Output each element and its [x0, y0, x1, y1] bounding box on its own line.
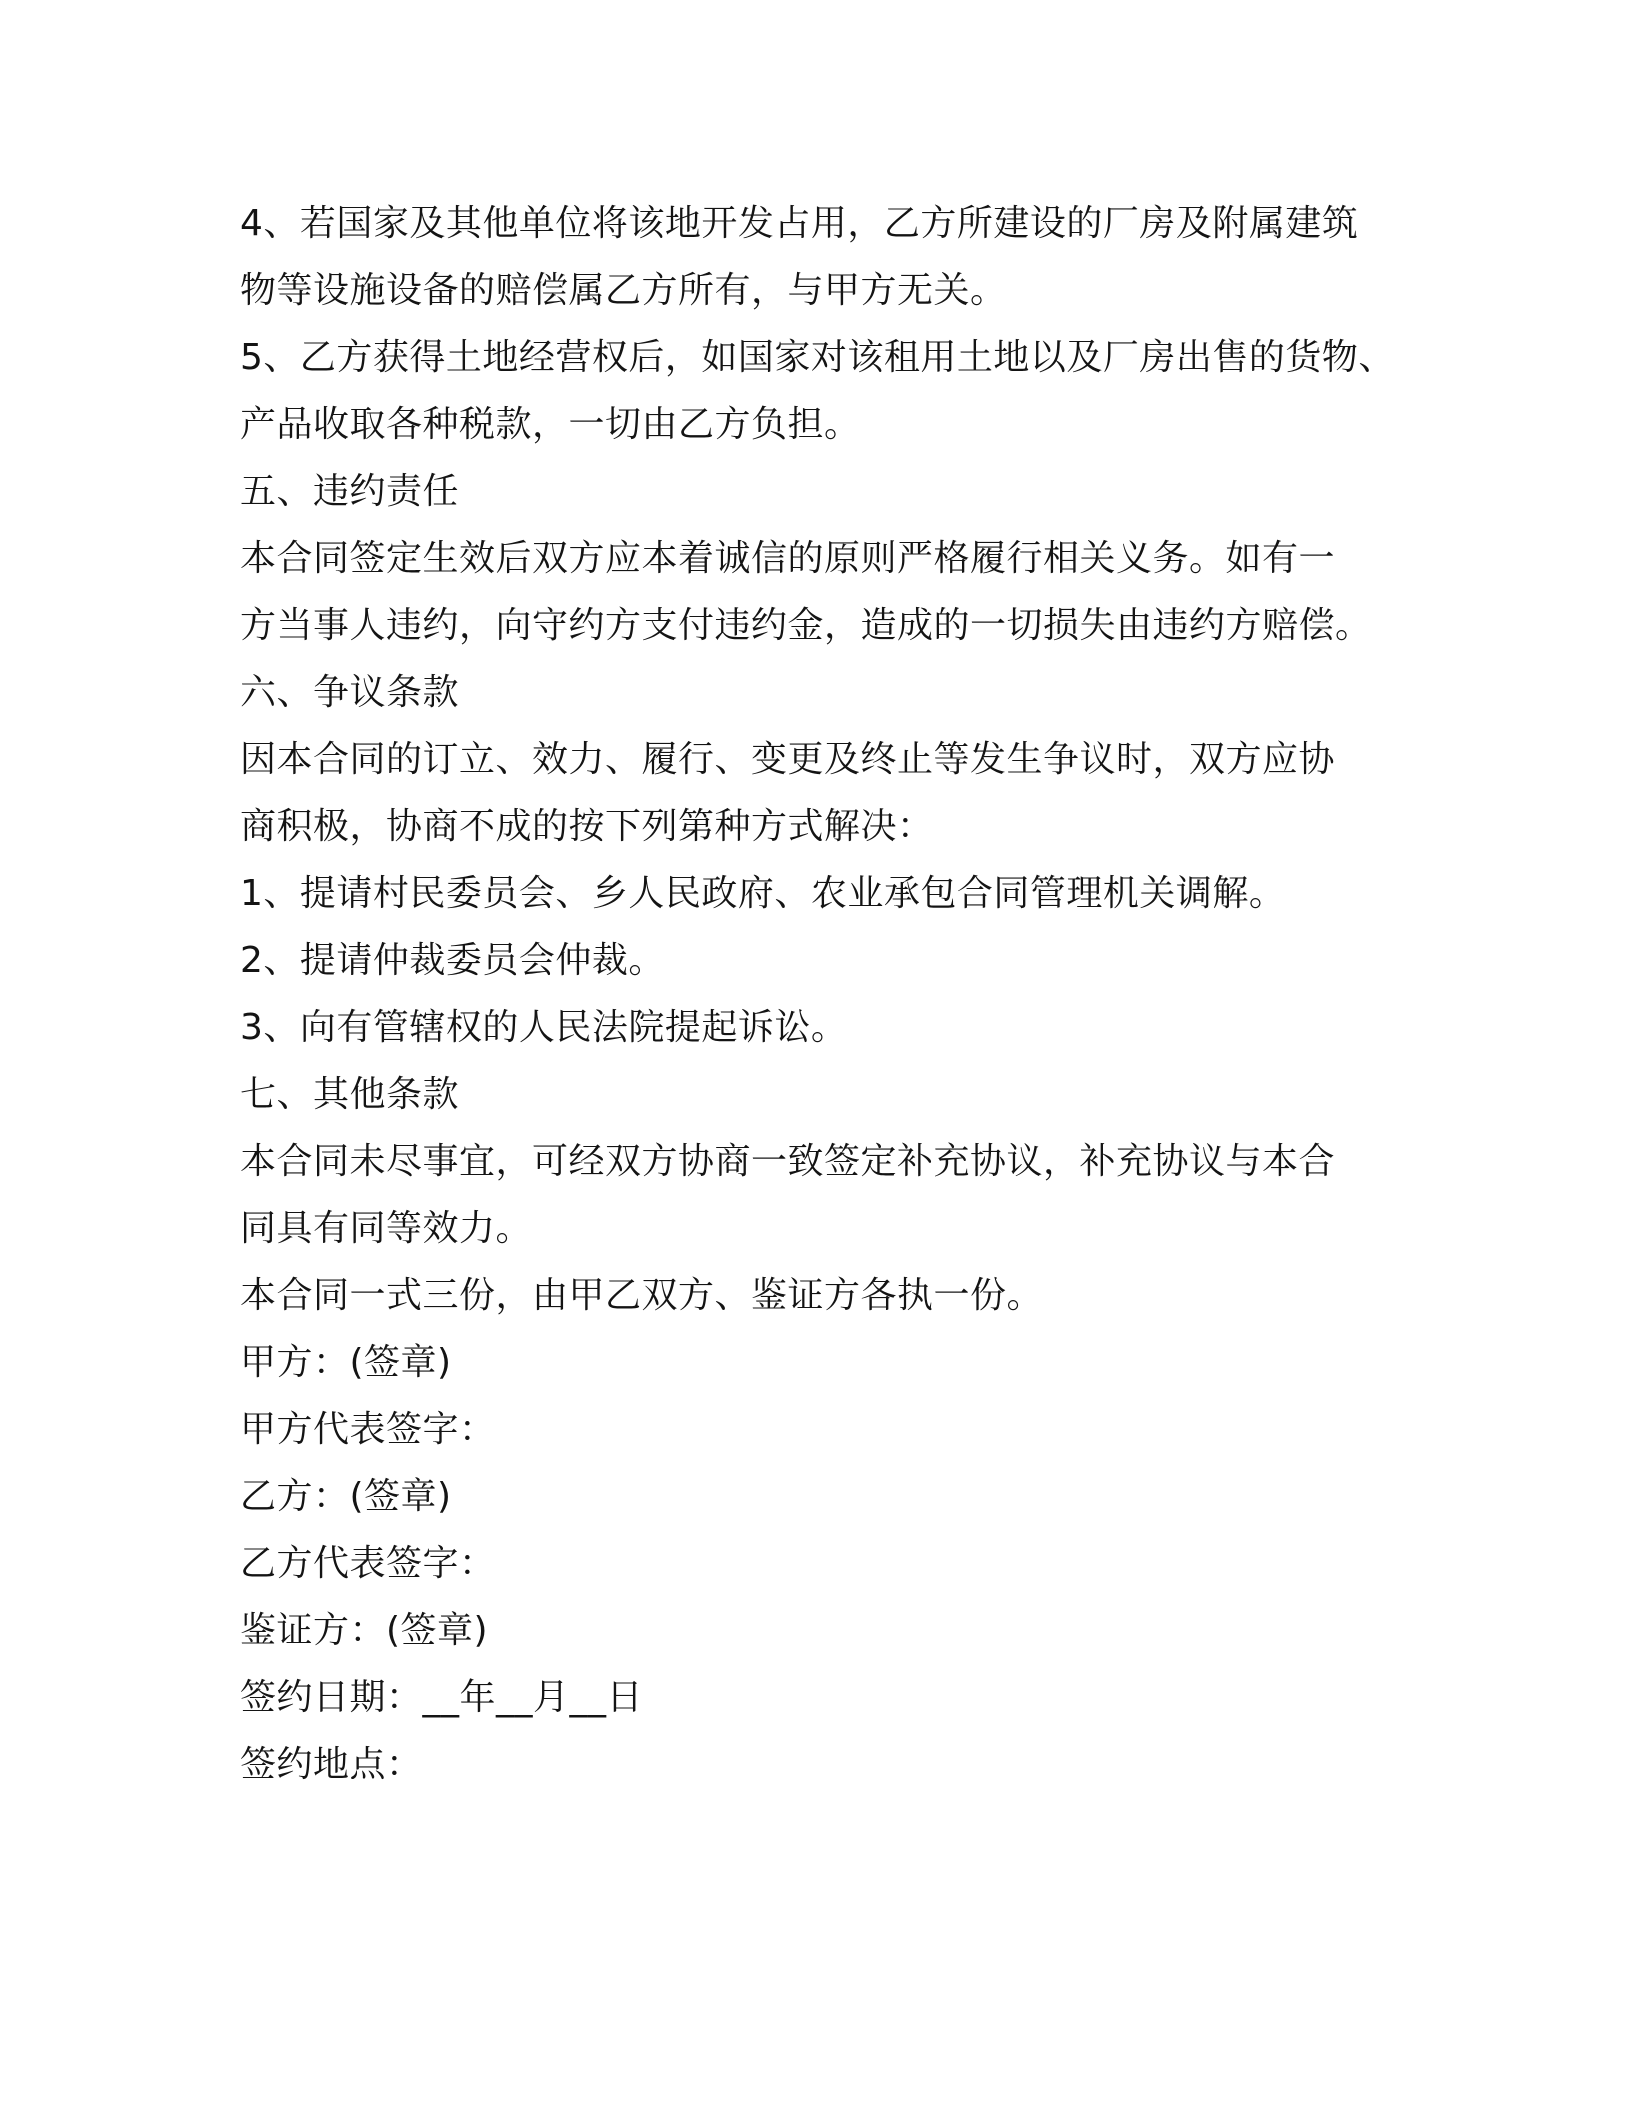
section-heading-other: 七、其他条款 — [240, 1074, 460, 1115]
dispute-option-3: 3、向有管辖权的人民法院提起诉讼。 — [240, 1007, 848, 1048]
dispute-option-2: 2、提请仲裁委员会仲裁。 — [240, 940, 665, 981]
breach-text-line-1: 本合同签定生效后双方应本着诚信的原则严格履行相关义务。如有一 — [240, 538, 1336, 579]
party-a-seal: 甲方：(签章) — [240, 1342, 452, 1383]
party-a-representative-signature: 甲方代表签字： — [240, 1409, 496, 1450]
clause-5-line-1: 5、乙方获得土地经营权后，如国家对该租用土地以及厂房出售的货物、 — [240, 337, 1395, 378]
dispute-text-line-1: 因本合同的订立、效力、履行、变更及终止等发生争议时，双方应协 — [240, 739, 1336, 780]
section-heading-breach: 五、违约责任 — [240, 471, 460, 512]
signing-date: 签约日期：__年__月__日 — [240, 1677, 644, 1718]
other-text-line-1: 本合同未尽事宜，可经双方协商一致签定补充协议，补充协议与本合 — [240, 1141, 1336, 1182]
dispute-option-1: 1、提请村民委员会、乡人民政府、农业承包合同管理机关调解。 — [240, 873, 1286, 914]
clause-5-line-2: 产品收取各种税款，一切由乙方负担。 — [240, 404, 861, 445]
copies-statement: 本合同一式三份，由甲乙双方、鉴证方各执一份。 — [240, 1275, 1044, 1316]
witness-seal: 鉴证方：(签章) — [240, 1610, 489, 1651]
clause-4-line-2: 物等设施设备的赔偿属乙方所有，与甲方无关。 — [240, 270, 1007, 311]
section-heading-dispute: 六、争议条款 — [240, 672, 460, 713]
breach-text-line-2: 方当事人违约，向守约方支付违约金，造成的一切损失由违约方赔偿。 — [240, 605, 1372, 646]
contract-text — [240, 190, 1400, 1798]
dispute-text-line-2: 商积极，协商不成的按下列第种方式解决： — [240, 806, 934, 847]
party-b-seal: 乙方：(签章) — [240, 1476, 452, 1517]
other-text-line-2: 同具有同等效力。 — [240, 1208, 533, 1249]
party-b-representative-signature: 乙方代表签字： — [240, 1543, 496, 1584]
signing-location: 签约地点： — [240, 1744, 423, 1785]
clause-4-line-1: 4、若国家及其他单位将该地开发占用，乙方所建设的厂房及附属建筑 — [240, 203, 1359, 244]
